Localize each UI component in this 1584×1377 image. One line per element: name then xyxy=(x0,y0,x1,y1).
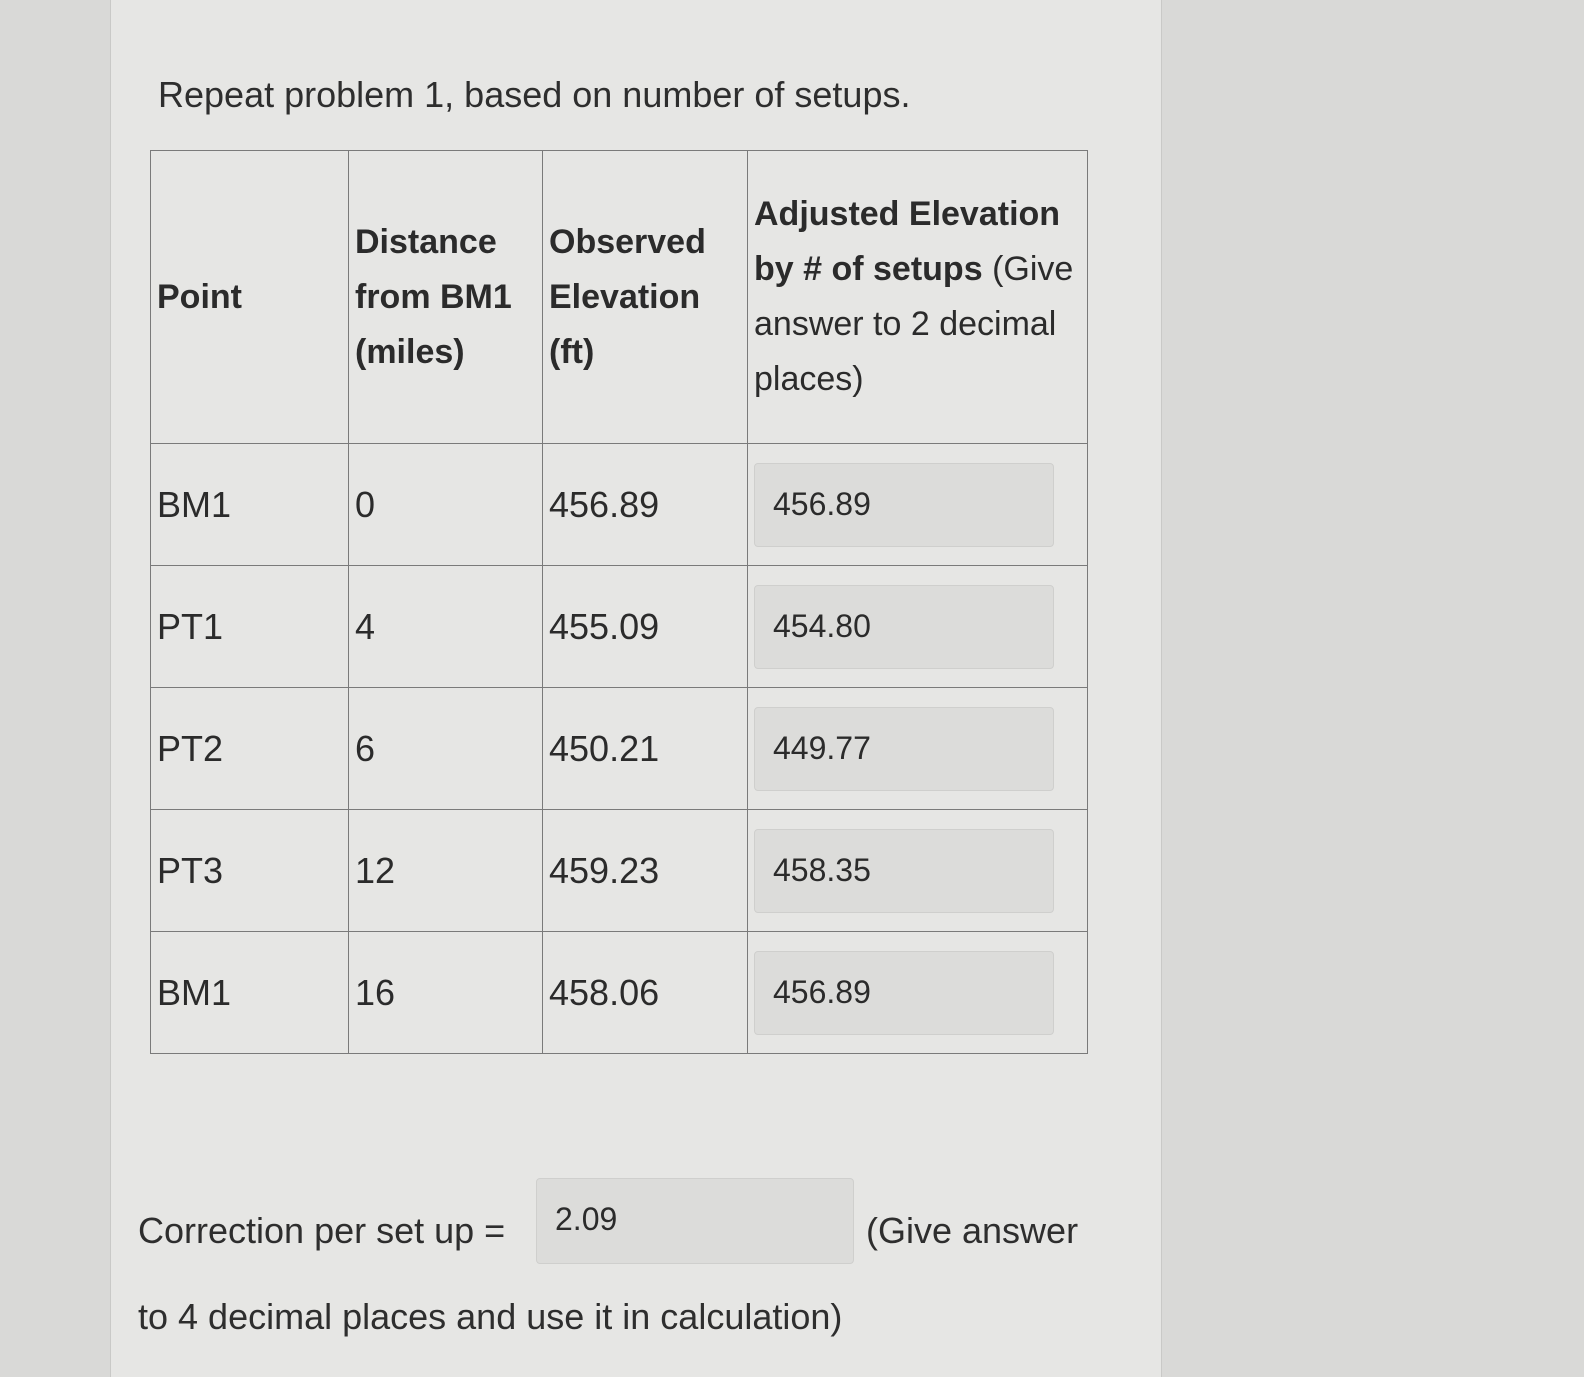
correction-label: Correction per set up = xyxy=(138,1210,506,1251)
header-adjusted-note: (Give answer to 2 decimal places) xyxy=(754,250,1074,398)
table-row xyxy=(151,932,1088,1054)
header-adjusted-title: Adjusted Elevation by # of setups xyxy=(754,195,1061,288)
table-header-row xyxy=(151,151,1088,444)
point-cell: BM1 xyxy=(151,932,349,1054)
adjusted-cell xyxy=(748,566,1088,688)
distance-cell: 6 xyxy=(349,688,543,810)
observed-cell: 459.23 xyxy=(543,810,748,932)
question-prompt: Repeat problem 1, based on number of setups. xyxy=(158,74,911,115)
header-distance: Distance from BM1 (miles) xyxy=(349,151,543,444)
setups-table xyxy=(150,150,1088,1054)
adjusted-cell xyxy=(748,810,1088,932)
point-cell: PT3 xyxy=(151,810,349,932)
adjusted-cell xyxy=(748,444,1088,566)
point-cell: BM1 xyxy=(151,444,349,566)
adjusted-elevation-input[interactable]: 456.89 xyxy=(754,951,1054,1035)
observed-cell: 456.89 xyxy=(543,444,748,566)
table-row xyxy=(151,566,1088,688)
correction-hint: (Give answer xyxy=(866,1210,1079,1251)
header-adjusted-elevation xyxy=(748,151,1088,444)
adjusted-elevation-input[interactable]: 449.77 xyxy=(754,707,1054,791)
header-observed-elevation: Observed Elevation (ft) xyxy=(543,151,748,444)
correction-hint-continued: to 4 decimal places and use it in calculation) xyxy=(138,1296,843,1337)
table-row xyxy=(151,688,1088,810)
distance-cell: 0 xyxy=(349,444,543,566)
point-cell: PT1 xyxy=(151,566,349,688)
distance-cell: 12 xyxy=(349,810,543,932)
adjusted-elevation-input[interactable]: 454.80 xyxy=(754,585,1054,669)
distance-cell: 16 xyxy=(349,932,543,1054)
distance-cell: 4 xyxy=(349,566,543,688)
table-row xyxy=(151,444,1088,566)
table-row xyxy=(151,810,1088,932)
observed-cell: 450.21 xyxy=(543,688,748,810)
adjusted-cell xyxy=(748,932,1088,1054)
adjusted-elevation-input[interactable]: 458.35 xyxy=(754,829,1054,913)
header-point: Point xyxy=(151,151,349,444)
correction-per-setup-input[interactable]: 2.09 xyxy=(536,1178,854,1264)
observed-cell: 455.09 xyxy=(543,566,748,688)
adjusted-elevation-input[interactable]: 456.89 xyxy=(754,463,1054,547)
point-cell: PT2 xyxy=(151,688,349,810)
observed-cell: 458.06 xyxy=(543,932,748,1054)
adjusted-cell xyxy=(748,688,1088,810)
